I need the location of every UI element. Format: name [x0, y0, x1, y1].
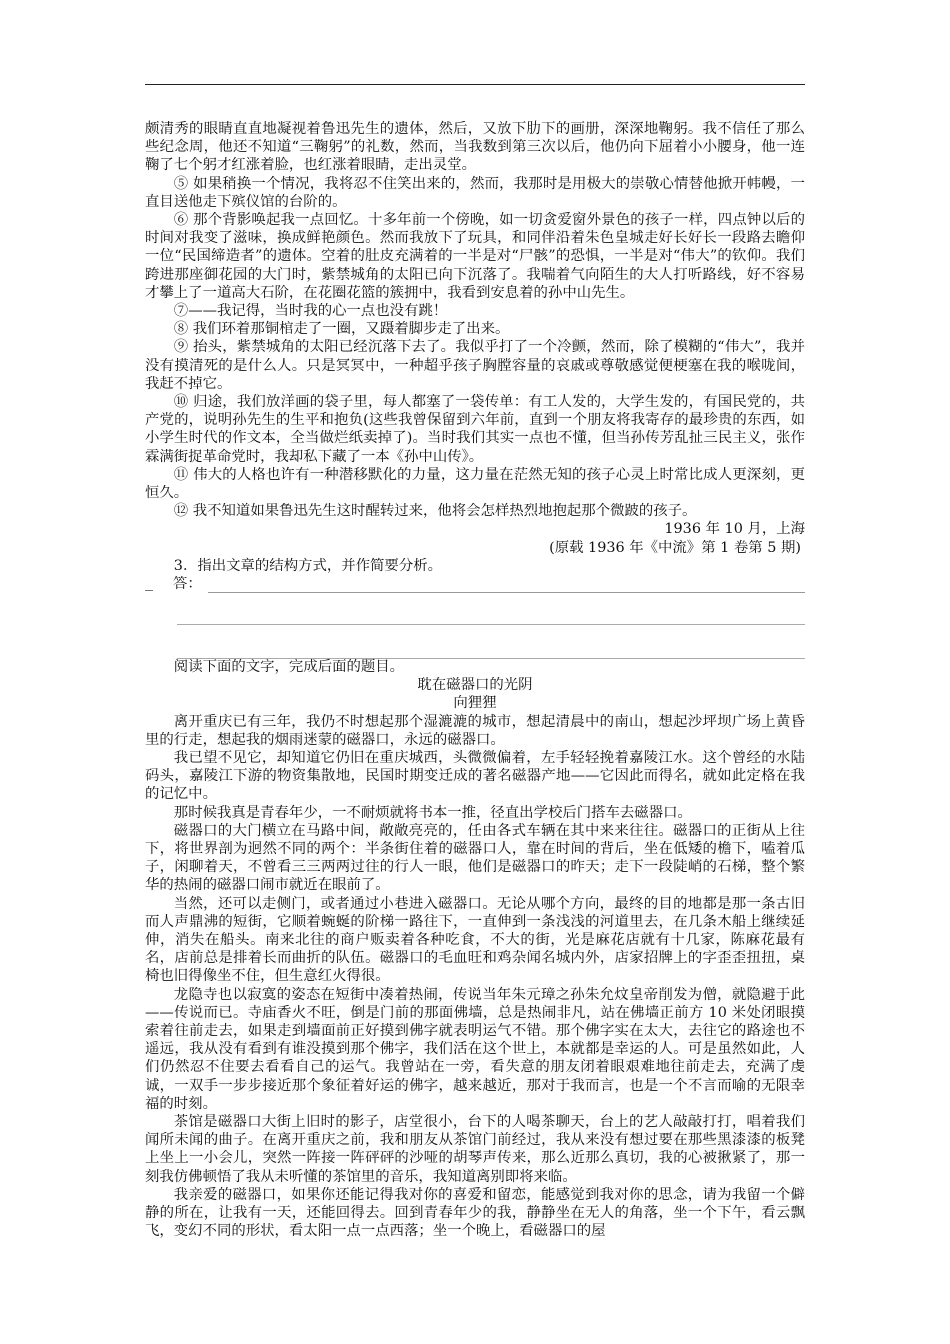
question-3: 3．指出文章的结构方式，并作简要分析。 — [173, 557, 442, 574]
instruction: 阅读下面的文字，完成后面的题目。 — [173, 659, 405, 675]
paragraph-6: ⑥ 那个背影唤起我一点回忆。十多年前一个傍晚，如一切贪爱窗外景色的孩子一样，四点钟以后的时间对我变了滋味，换成鲜艳颜色。然而我放下了玩具，和同伴沿着朱色皇城走好长好长一段路去瞻仰一位“民国缔造者”的遗体。空着的肚皮充满着的一半是对“尸骸”的恐惧，一半是对“伟大”的钦仰。我们跨进那座御花园的大门时，紫禁城角的太阳已向下沉落了。我喘着气向陌生的大人打听路线，好不容易才攀上了一道高大石阶，在花圈花篮的簇拥中，我看到安息着的孙中山先生。 — [145, 212, 805, 301]
paragraph-9: ⑨ 抬头，紫禁城角的太阳已经沉落下去了。我似乎打了一个冷颤，然而，除了模糊的“伟大”，我并没有摸清死的是什么人。只是冥冥中，一种超乎孩子胸膛容量的哀戚或尊敬感觉便梗塞在我的喉咙间，我赶不掉它。 — [145, 339, 805, 392]
paragraph: 我亲爱的磁器口，如果你还能记得我对你的喜爱和留恋，能感觉到我对你的思念，请为我留一个僻静的所在，让我有一天，还能回得去。回到青春年少的我，静静坐在无人的角落，坐一个下午，看云飘飞，变幻不同的形状，看太阳一点一点西落；坐一个晚上，看磁器口的屋 — [145, 1186, 805, 1240]
paragraph: 我已望不见它，却知道它仍旧在重庆城西，头微微偏着，左手轻轻挽着嘉陵江水。这个曾经的水陆码头，嘉陵江下游的物资集散地，民国时期变迁成的著名磁器产地——它因此而得名，就如此定格在我的记忆中。 — [145, 750, 805, 803]
paragraph: 颇清秀的眼睛直直地凝视着鲁迅先生的遗体，然后，又放下肋下的画册，深深地鞠躬。我不信任了那么些纪念周，他还不知道“三鞠躬”的礼数，然而，当我数到第三次以后，他仍向下屈着小小腰身，他一连鞠了七个躬才红涨着脸，也红涨着眼睛，走出灵堂。 — [145, 121, 805, 174]
paragraph: 当然，还可以走侧门，或者通过小巷进入磁器口。无论从哪个方向，最终的目的地都是那一条古旧而人声鼎沸的短街，它顺着蜿蜒的阶梯一路往下，一直伸到一条浅浅的河道里去，在几条木船上继续延伸，消失在船头。南来北往的商户贩卖着各种吃食，不大的街，光是麻花店就有十几家，陈麻花最有名，店前总是排着长而曲折的队伍。磁器口的毛血旺和鸡杂闻名城内外，店家招牌上的字歪歪扭扭，桌椅也旧得像坐不住，但生意红火得很。 — [145, 895, 805, 985]
article-title: 耽在磁器口的光阴 — [417, 677, 533, 694]
answer-line[interactable] — [177, 624, 805, 625]
paragraph-8: ⑧ 我们环着那铜棺走了一圈，又蹑着脚步走了出来。 — [173, 321, 510, 338]
answer-row — [173, 575, 805, 593]
source-line: (原载 1936 年《中流》第 1 卷第 5 期) — [549, 539, 801, 556]
answer-label: 答： — [173, 576, 202, 593]
answer-line[interactable] — [208, 578, 805, 593]
paragraph-10: ⑩ 归途，我们放洋画的袋子里，每人都塞了一袋传单：有工人发的，大学生发的，有国民党的，共产党的，说明孙先生的生平和抱负(这些我曾保留到六年前，直到一个朋友将我寄存的最珍贵的东西，如小学生时代的作文本，全当做烂纸卖掉了)。当时我们其实一点也不懂，但当孙传芳乱扯三民主义，张作霖满街捉革命党时，我却私下藏了一本《孙中山传》。 — [145, 394, 805, 465]
paragraph-11: ⑪ 伟大的人格也许有一种潜移默化的力量，这力量在茫然无知的孩子心灵上时常比成人更深刻，更恒久。 — [145, 466, 805, 502]
article-author: 向狸狸 — [453, 695, 497, 712]
passage-one — [145, 120, 805, 593]
paragraph-5: ⑤ 如果稍换一个情况，我将忍不住笑出来的，然而，我那时是用极大的崇敬心情替他掀开帏幔，一直目送他走下殡仪馆的台阶的。 — [145, 175, 805, 210]
passage-two — [145, 658, 805, 1241]
date-line: 1936 年 10 月，上海 — [664, 521, 805, 538]
paragraph: 磁器口的大门横立在马路中间，敞敞亮亮的，任由各式车辆在其中来来往往。磁器口的正街从上往下，将世界剖为迥然不同的两个：半条街住着的磁器口人，靠在时间的背后，坐在低矮的檐下，嗑着瓜子，闲聊着天，不曾看三三两两过往的行人一眼，他们是磁器口的昨天；走下一段陡峭的石梯，整个繁华的热闹的磁器口闹市就近在眼前了。 — [145, 822, 805, 894]
paragraph: 离开重庆已有三年，我仍不时想起那个湿漉漉的城市，想起清晨中的南山，想起沙坪坝广场上黄昏里的行走，想起我的烟雨迷蒙的磁器口，永远的磁器口。 — [145, 713, 805, 748]
header-rule — [145, 84, 805, 85]
paragraph: 龙隐寺也以寂寞的姿态在短街中凑着热闹，传说当年朱元璋之孙朱允炆皇帝削发为僧，就隐避于此——传说而已。寺庙香火不旺，倒是门前的那面佛墙，总是热闹非凡，站在佛墙正前方 10 米处闭眼摸索着往前走去，如果走到墙面前正好摸到佛字就表明运气不错。那个佛字实在太大，去往它的路途也不遥远，我从没有看到有谁没摸到那个佛字，我们活在这个世上，本就都是幸运的人。可是虽然如此，人们仍然忍不住要去看看自己的运气。我曾站在一旁，看失意的朋友闭着眼艰难地往前走去，充满了虔诚，一双手一步步接近那个象征着好运的佛字，越来越近，那对于我而言，也是一个不言而喻的无限幸福的时刻。 — [145, 986, 805, 1112]
dash-mark — [145, 590, 153, 591]
paragraph: 那时候我真是青春年少，一不耐烦就将书本一推，径直出学校后门搭车去磁器口。 — [173, 804, 692, 821]
paragraph-7: ⑦——我记得，当时我的心一点也没有跳！ — [173, 303, 448, 320]
paragraph-12: ⑫ 我不知道如果鲁迅先生这时醒转过来，他将会怎样热烈地抱起那个微跛的孩子。 — [173, 503, 697, 520]
paragraph: 茶馆是磁器口大街上旧时的影子，店堂很小，台下的人喝茶聊天，台上的艺人敲敲打打，唱着我们闻所未闻的曲子。在离开重庆之前，我和朋友从茶馆门前经过，我从来没有想过要在那些黑漆漆的板凳上坐上一小会儿，突然一阵接一阵砰砰的沙哑的胡琴声传来，那么近那么真切，我的心被揪紧了，那一刻我仿佛顿悟了我从未听懂的茶馆里的音乐，我知道离别即将来临。 — [145, 1114, 805, 1185]
